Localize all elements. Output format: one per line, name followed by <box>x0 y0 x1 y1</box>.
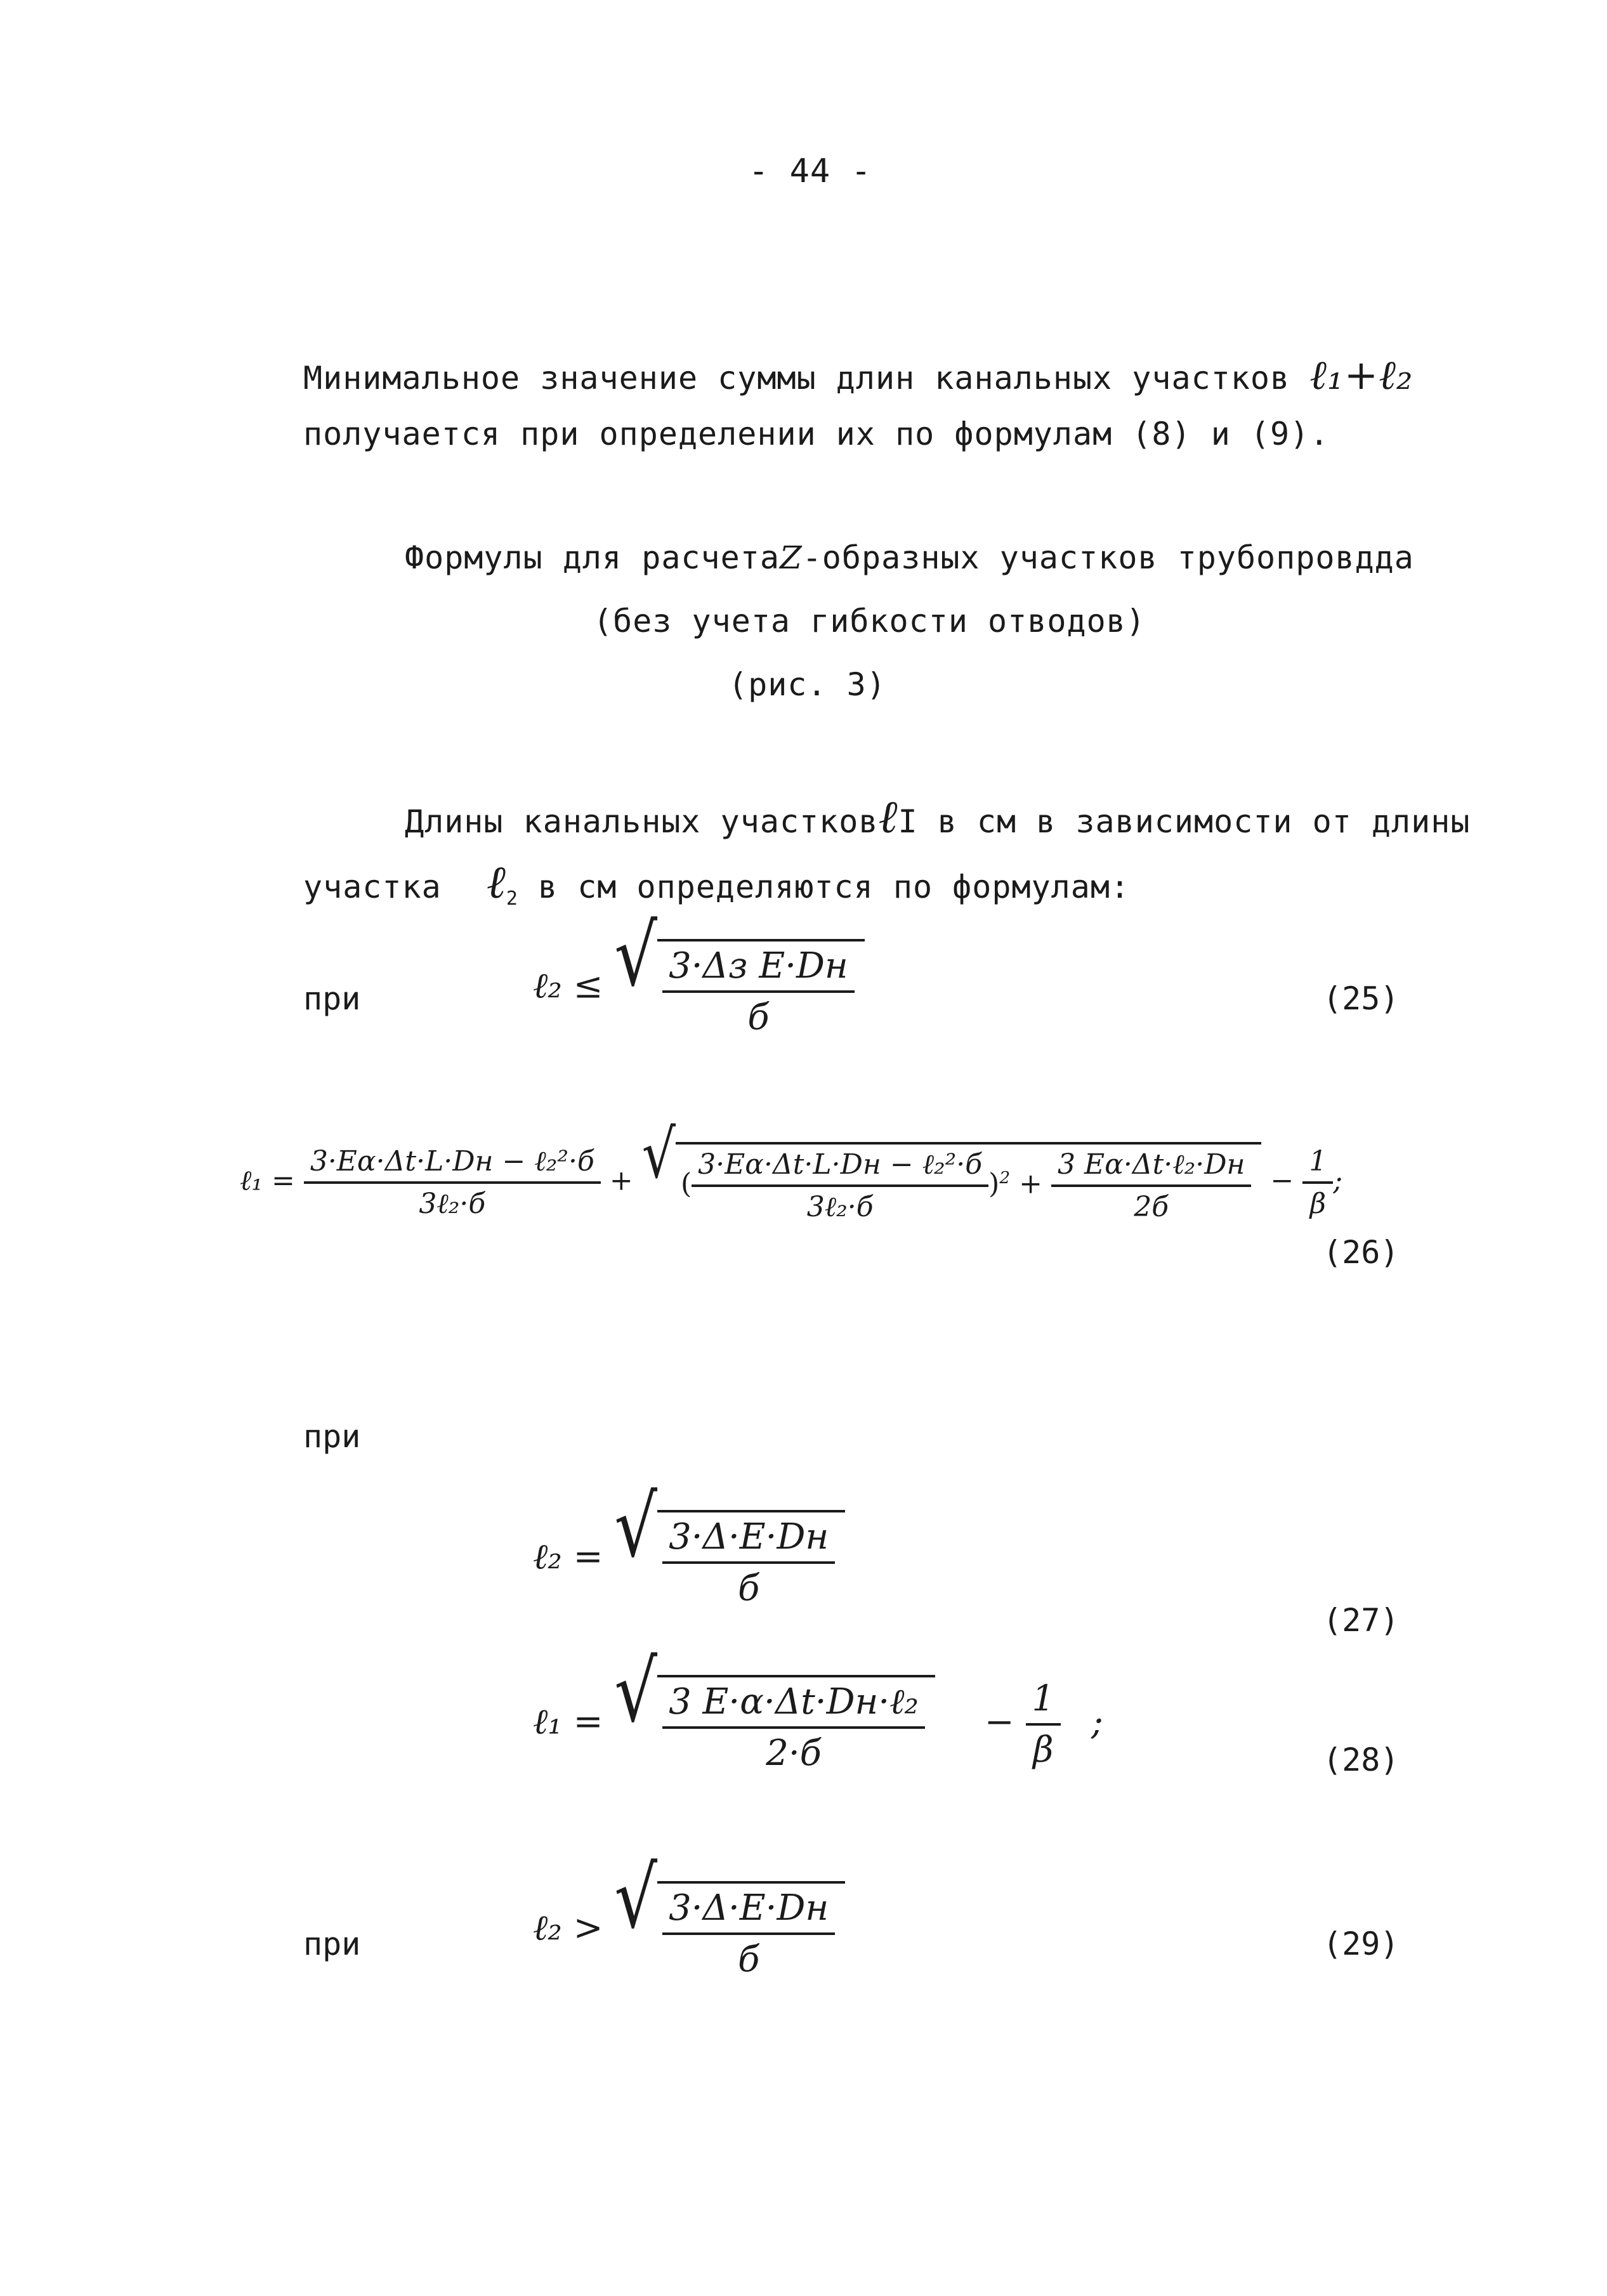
para2-line1-b: I в см в зависимости от длины <box>898 803 1471 840</box>
para2-line2-b: в см определяются по формулам: <box>538 869 1131 905</box>
eq-number-25: (25) <box>1323 980 1400 1017</box>
eq-number-29: (29) <box>1323 1925 1400 1962</box>
condition-label-1: при <box>303 980 361 1017</box>
para2-line1 <box>405 790 1470 844</box>
f26-end: ; <box>1333 1164 1343 1197</box>
f28-lhs: ℓ₁ = <box>533 1701 603 1743</box>
f26-minus: − <box>1270 1164 1294 1197</box>
eq-number-28: (28) <box>1323 1742 1400 1778</box>
f26-radical: √ ( $\frac{\text{3·Eα·Δt·L·Dн − ℓ₂²·б}}{\text{3ℓ₂·б}}$ )$^2$ + $\frac{\text{3 Eα·Δt·ℓ₂·Dн}}{2б}$ <box>642 1142 1262 1223</box>
f28-fraction: $\frac{1}{\beta}$ <box>1026 1678 1061 1771</box>
z-shape-mark: Z <box>779 539 803 576</box>
f28-radical: √ $\frac{\text{3 E·α·Δt·Dн·ℓ₂}}{2\cdot б}$ <box>614 1675 935 1774</box>
para2-line2 <box>303 855 1130 910</box>
f28-end: ; <box>1091 1701 1103 1743</box>
f29-lhs: ℓ₂ > <box>533 1907 603 1949</box>
f27-lhs: ℓ₂ = <box>533 1536 603 1578</box>
l2-subscript: 2 <box>506 888 518 910</box>
heading-line1-b: -образных участков трубопровдда <box>802 539 1414 576</box>
f25-radical: √ $\frac{\text{3·Δз E·Dн}}{б}$ <box>614 939 864 1038</box>
f26-plus-2: + <box>1019 1167 1042 1200</box>
f27-denominator: б <box>738 1568 760 1609</box>
f27-numerator: 3·Δ·E·Dн <box>662 1516 835 1564</box>
formula-27 <box>533 1478 845 1609</box>
para2-line1-a: Длины канальных участков <box>405 803 879 840</box>
heading-line2: (без учета гибкости отводов) <box>593 603 1146 640</box>
f29-denominator: б <box>738 1939 760 1980</box>
page-number: - 44 - <box>749 152 872 190</box>
sum-formula: ℓ₁+ℓ₂ <box>1309 352 1414 399</box>
para1-line1 <box>303 352 1414 399</box>
f29-numerator: 3·Δ·E·Dн <box>662 1887 835 1935</box>
f27-radical: √ $\frac{3\cdot\Delta\cdot E\cdot Dн}{б}$ <box>614 1510 845 1609</box>
f28-denominator: 2·б <box>766 1733 822 1774</box>
f29-radical: √ $\frac{3\cdot\Delta\cdot E\cdot Dн}{б}$ <box>614 1881 845 1980</box>
heading-line1 <box>405 539 1414 576</box>
f26-fraction-1: $\frac{\text{3·Eα·Δt·L·Dн − ℓ₂²·б}}{\text{3ℓ₂·б}}$ <box>304 1145 601 1220</box>
para1-line2: получается при определении их по формулам (8) и (9). <box>303 416 1330 452</box>
para2-line2-a: участка <box>303 869 442 905</box>
l-symbol: ℓ <box>878 790 898 843</box>
formula-26 <box>240 1115 1343 1223</box>
f26-power: 2 <box>999 1167 1011 1188</box>
f26-fraction-4: $\frac{1}{\beta}$ <box>1302 1145 1333 1220</box>
para1-line1-text: Минимальное значение суммы длин канальных участков <box>303 360 1290 397</box>
heading-line3: (рис. 3) <box>728 666 886 703</box>
condition-label-2: при <box>303 1418 361 1455</box>
formula-28 <box>533 1643 1103 1774</box>
l2-symbol: ℓ <box>486 855 506 909</box>
f26-lhs: ℓ₁ = <box>240 1164 295 1197</box>
eq-number-26: (26) <box>1323 1234 1400 1271</box>
heading-line1-a: Формулы для расчета <box>405 539 780 576</box>
f28-numerator: 3 E·α·Δt·Dн·ℓ₂ <box>662 1681 925 1729</box>
formula-29 <box>533 1849 845 1980</box>
f25-numerator: 3·Δз E·Dн <box>662 945 855 993</box>
f28-minus: − <box>984 1701 1014 1743</box>
f25-lhs: ℓ₂ ≤ <box>533 965 603 1007</box>
condition-label-3: при <box>303 1925 361 1962</box>
f26-fraction-3: $\frac{\text{3 Eα·Δt·ℓ₂·Dн}}{2б}$ <box>1051 1148 1251 1223</box>
f26-inner-fraction: $\frac{\text{3·Eα·Δt·L·Dн − ℓ₂²·б}}{\text{3ℓ₂·б}}$ <box>692 1148 988 1223</box>
eq-number-27: (27) <box>1323 1602 1400 1639</box>
f25-denominator: б <box>747 997 770 1038</box>
formula-25 <box>533 907 865 1038</box>
f26-plus: + <box>609 1164 633 1197</box>
